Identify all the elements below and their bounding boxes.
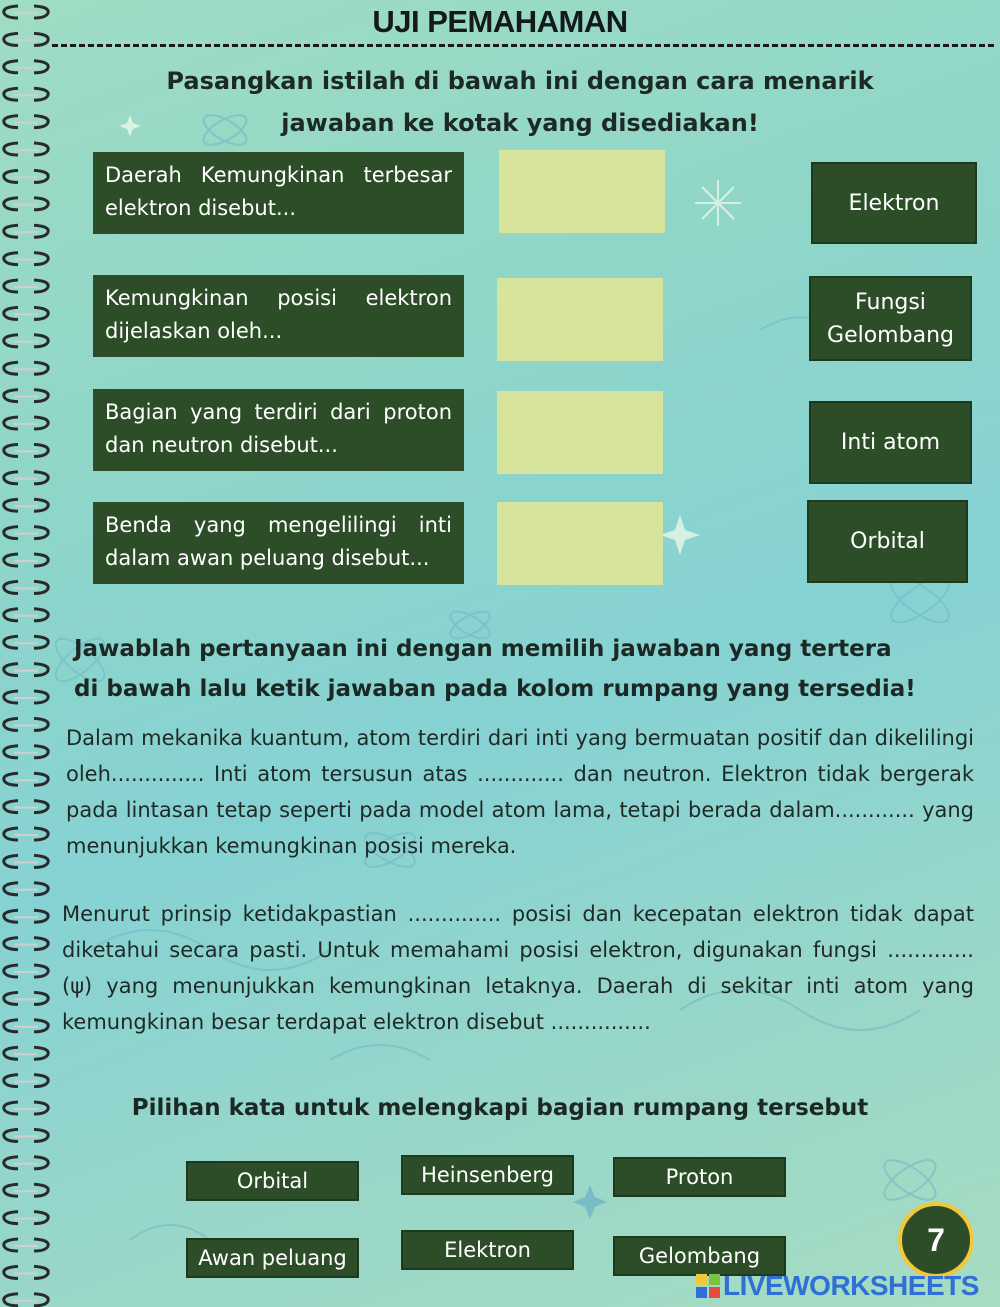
binding-ring [4,581,48,593]
binding-ring [4,883,48,895]
binding-ring [4,1212,48,1224]
binding-ring [4,965,48,977]
binding-ring [4,116,48,128]
binding-ring [4,801,48,813]
binding-ring [4,1020,48,1032]
fill-instruction-line-1: Jawablah pertanyaan ini dengan memilih jawaban yang tertera [74,636,892,662]
binding-ring [4,417,48,429]
binding-ring [4,253,48,265]
binding-ring [4,1075,48,1087]
binding-ring [4,664,48,676]
choice-gelombang: Gelombang [613,1236,786,1276]
binding-ring [4,472,48,484]
binding-ring [4,225,48,237]
question-card-2: Kemungkinan posisi elektron dijelaskan oleh... [93,275,464,357]
answer-inti-atom[interactable]: Inti atom [809,401,972,484]
binding-ring [4,1157,48,1169]
binding-ring [4,499,48,511]
binding-ring [4,636,48,648]
answer-fungsi-gelombang[interactable]: Fungsi Gelombang [809,276,972,361]
matching-instruction-line-1: Pasangkan istilah di bawah ini dengan cara menarik [166,67,874,95]
title-divider [52,44,994,47]
choice-elektron: Elektron [401,1230,574,1270]
binding-ring [4,746,48,758]
page-title: UJI PEMAHAMAN [372,4,628,39]
choices-title: Pilihan kata untuk melengkapi bagian rumpang tersebut [131,1095,869,1121]
binding-ring [4,444,48,456]
drop-target-4[interactable] [497,502,663,585]
question-card-4: Benda yang mengelilingi inti dalam awan peluang disebut... [93,502,464,584]
binding-ring [4,1294,48,1306]
binding-ring [4,773,48,785]
binding-ring [4,938,48,950]
fill-paragraph-2: Menurut prinsip ketidakpastian .............. posisi dan kecepatan elektron tidak dapat diketahui secara pasti. Untuk memahami posisi elektron, digunakan fungsi ............. (ψ) yang menunjukkan kemungkinan letaknya. Daerah di sekitar inti atom yang kemungkinan besar terdapat elektron disebut ............... [62,902,974,1034]
choice-proton: Proton [613,1157,786,1197]
choice-orbital: Orbital [186,1161,359,1201]
choice-heinsenberg: Heinsenberg [401,1155,574,1195]
binding-ring [4,691,48,703]
question-card-1: Daerah Kemungkinan terbesar elektron disebut... [93,152,464,234]
binding-ring [4,527,48,539]
watermark-text: LIVEWORKSHEETS [723,1270,979,1301]
binding-ring [4,1239,48,1251]
binding-ring [4,1129,48,1141]
drop-target-2[interactable] [497,278,663,361]
binding-ring [4,609,48,621]
binding-ring [4,855,48,867]
binding-ring [4,1184,48,1196]
choice-awan-peluang: Awan peluang [186,1238,359,1278]
binding-ring [4,88,48,100]
binding-ring [4,1047,48,1059]
answer-elektron[interactable]: Elektron [811,162,977,244]
drop-target-3[interactable] [497,391,663,474]
binding-ring [4,554,48,566]
binding-ring [4,280,48,292]
liveworksheets-logo-icon [696,1274,720,1298]
fill-instruction-line-2: di bawah lalu ketik jawaban pada kolom rumpang yang tersedia! [74,676,916,702]
binding-ring [4,718,48,730]
binding-ring [4,307,48,319]
matching-instruction-line-2: jawaban ke kotak yang disediakan! [281,109,759,137]
drop-target-1[interactable] [499,150,665,233]
page-number-badge: 7 [898,1202,974,1278]
binding-ring [4,335,48,347]
binding-ring [4,198,48,210]
liveworksheets-watermark [696,1268,979,1304]
question-card-3: Bagian yang terdiri dari proton dan neutron disebut... [93,389,464,471]
binding-ring [4,1266,48,1278]
binding-ring [4,992,48,1004]
binding-ring [4,362,48,374]
binding-ring [4,61,48,73]
fill-paragraph-1: Dalam mekanika kuantum, atom terdiri dari inti yang bermuatan positif dan dikelilingi oleh.............. Inti atom tersusun atas ............. dan neutron. Elektron tidak bergerak pada lintasan tetap seperti pada model atom lama, tetapi berada dalam............ yang menunjukkan kemungkinan posisi mereka. [66,726,974,858]
binding-ring [4,143,48,155]
answer-orbital[interactable]: Orbital [807,500,968,583]
binding-ring [4,170,48,182]
binding-ring [4,910,48,922]
binding-ring [4,828,48,840]
binding-ring [4,390,48,402]
